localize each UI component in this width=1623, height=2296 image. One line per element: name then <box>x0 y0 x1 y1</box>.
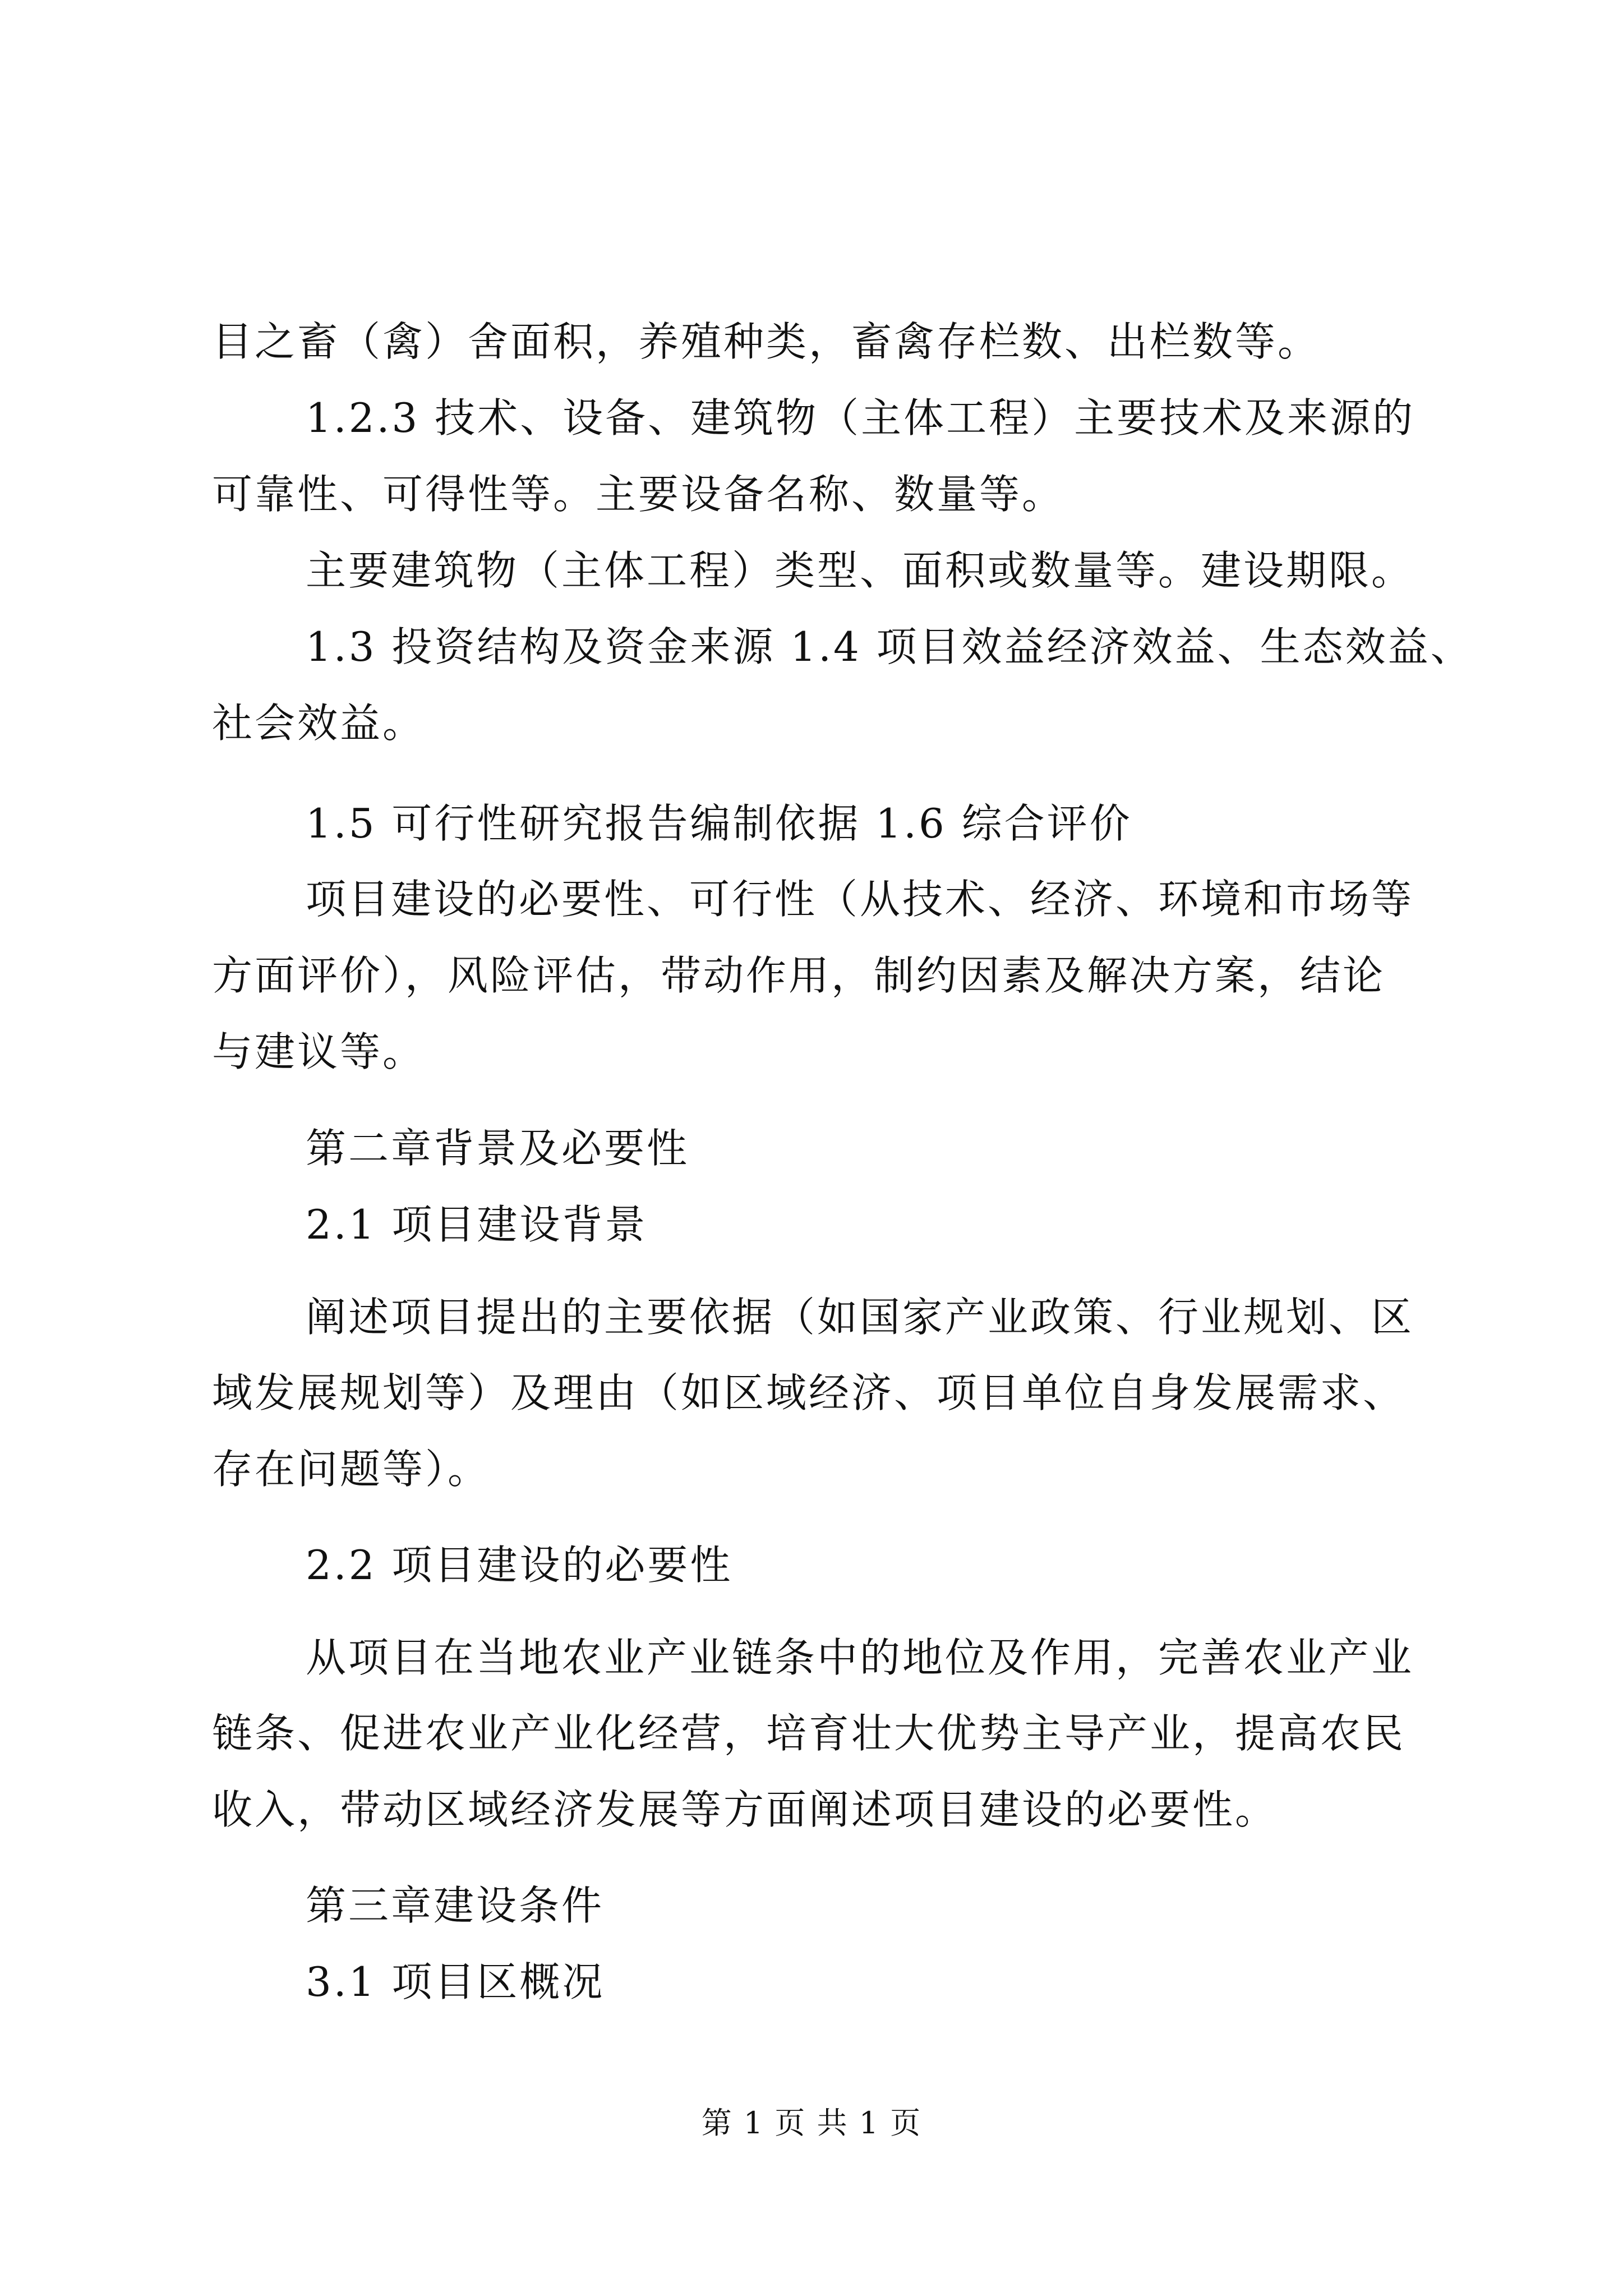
text-line: 阐述项目提出的主要依据（如国家产业政策、行业规划、区 <box>306 1294 1414 1341</box>
text-line: 主要建筑物（主体工程）类型、面积或数量等。建设期限。 <box>306 547 1414 594</box>
chapter-heading: 第三章建设条件 <box>306 1882 605 1929</box>
text-line: 方面评价），风险评估，带动作用，制约因素及解决方案，结论 <box>212 952 1386 999</box>
section-heading: 2.1 项目建设背景 <box>306 1201 648 1248</box>
section-heading: 2.2 项目建设的必要性 <box>306 1542 733 1589</box>
text-line: 项目建设的必要性、可行性（从技术、经济、环境和市场等 <box>306 876 1414 923</box>
text-line: 链条、促进农业产业化经营，培育壮大优势主导产业，提高农民 <box>212 1710 1406 1757</box>
text-line: 目之畜（禽）舍面积，养殖种类，畜禽存栏数、出栏数等。 <box>212 318 1321 365</box>
text-line: 从项目在当地农业产业链条中的地位及作用，完善农业产业 <box>306 1634 1414 1681</box>
section-heading: 3.1 项目区概况 <box>306 1958 605 2005</box>
text-line: 1.3 投资结构及资金来源 1.4 项目效益经济效益、生态效益、 <box>306 623 1473 670</box>
text-line: 1.2.3 技术、设备、建筑物（主体工程）主要技术及来源的 <box>306 394 1415 441</box>
text-line: 1.5 可行性研究报告编制依据 1.6 综合评价 <box>306 800 1132 847</box>
text-line: 收入，带动区域经济发展等方面阐述项目建设的必要性。 <box>212 1786 1278 1833</box>
text-line: 域发展规划等）及理由（如区域经济、项目单位自身发展需求、 <box>212 1369 1406 1416</box>
page-footer: 第 1 页 共 1 页 <box>701 2105 922 2141</box>
text-line: 可靠性、可得性等。主要设备名称、数量等。 <box>212 471 1065 518</box>
text-line: 存在问题等）。 <box>212 1446 491 1493</box>
text-line: 社会效益。 <box>212 700 426 747</box>
text-line: 与建议等。 <box>212 1028 426 1075</box>
chapter-heading: 第二章背景及必要性 <box>306 1125 690 1172</box>
